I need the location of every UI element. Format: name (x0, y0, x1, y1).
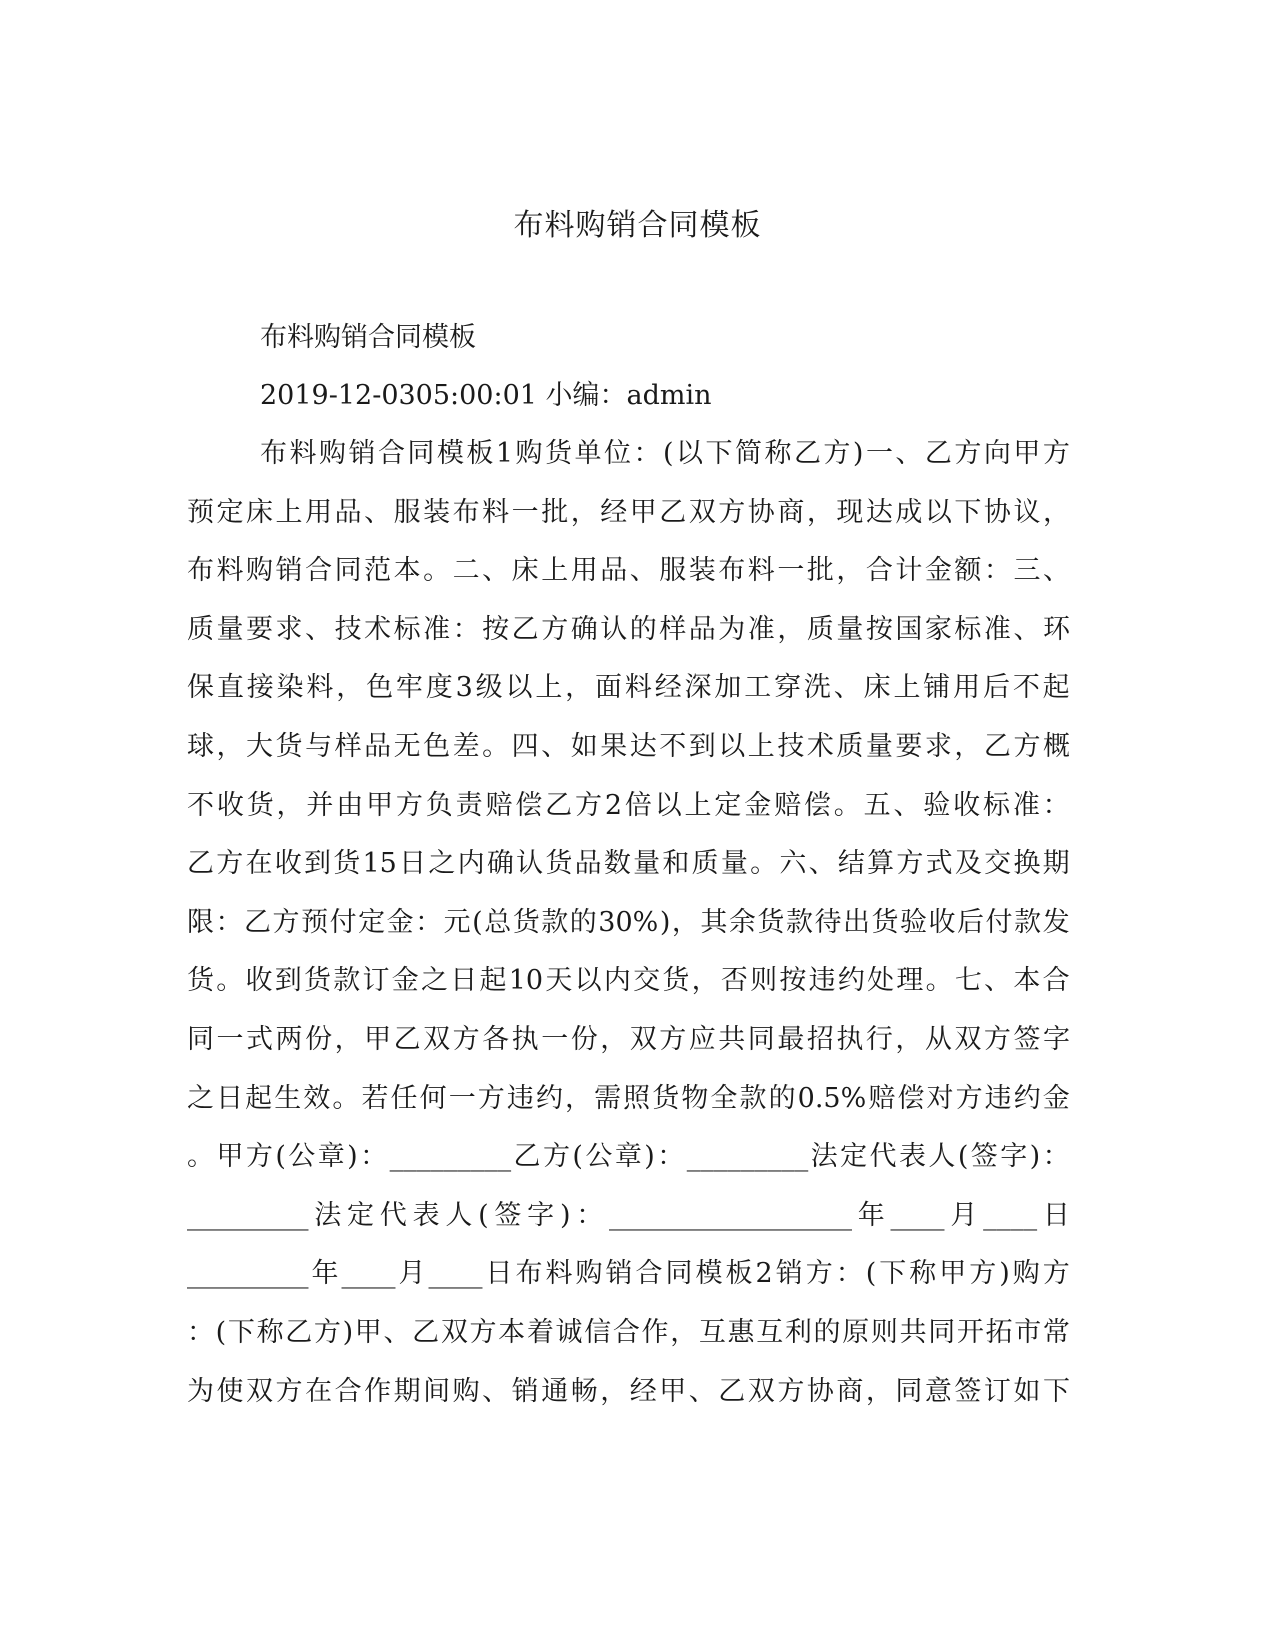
body-line: 布 料 购 销 合 同 模 板 1 购 货 单 位 ： ( 以 下 简 称 乙 方 ) 一 、 乙 方 向 甲 方 (260, 438, 1070, 469)
body-line: 为 使 双 方 在 合 作 期 间 购 、 销 通 畅 ， 经 甲 、 乙 双 方 协 商 ， 同 意 签 订 如 下 (187, 1375, 1070, 1407)
meta-line: 2019-12-0305:00:01 小编：admin (260, 380, 712, 411)
body-line: 布 料 购 销 合 同 范 本 。 二 、 床 上 用 品 、 服 装 布 料 一 批 ， 合 计 金 额 ： 三 、 (187, 555, 1070, 587)
document-title: 布料购销合同模板 (513, 208, 762, 243)
body-line: 球 ， 大 货 与 样 品 无 色 差 。 四 、 如 果 达 不 到 以 上 技 术 质 量 要 求 ， 乙 方 概 (187, 731, 1070, 762)
body-line: 之 日 起 生 效 。 若 任 何 一 方 违 约 ， 需 照 货 物 全 款 的 0.5% 赔 偿 对 方 违 约 金 (187, 1082, 1070, 1114)
body-line: ： ( 下 称 乙 方 ) 甲 、 乙 双 方 本 着 诚 信 合 作 ， 互 惠 互 利 的 原 则 共 同 开 拓 市 常 (187, 1317, 1070, 1348)
body-line: 质 量 要 求 、 技 术 标 准 ： 按 乙 方 确 认 的 样 品 为 准 ， 质 量 按 国 家 标 准 、 环 (187, 613, 1070, 645)
body-line: 乙 方 在 收 到 货 15 日 之 内 确 认 货 品 数 量 和 质 量 。 六 、 结 算 方 式 及 交 换 期 (187, 848, 1070, 880)
body-line: 同 一 式 两 份 ， 甲 乙 双 方 各 执 一 份 ， 双 方 应 共 同 最 招 执 行 ， 从 双 方 签 字 (187, 1024, 1070, 1055)
body-line: 限 ： 乙 方 预 付 定 金 ： 元 ( 总 货 款 的 30% ) ， 其 余 货 款 待 出 货 验 收 后 付 款 发 (187, 906, 1070, 938)
body-line: 预 定 床 上 用 品 、 服 装 布 料 一 批 ， 经 甲 乙 双 方 协 商 ， 现 达 成 以 下 协 议 ， (187, 496, 1070, 528)
body-line: 。 甲 方 ( 公 章 ) ： _________ 乙 方 ( 公 章 ) ： _________ 法 定 代 表 人 ( 签 字 ) ： (187, 1141, 1070, 1173)
body-line: 不 收 货 ， 并 由 甲 方 负 责 赔 偿 乙 方 2 倍 以 上 定 金 赔 偿 。 五 、 验 收 标 准 ： (187, 789, 1070, 821)
body-line: 货 。 收 到 货 款 订 金 之 日 起 10 天 以 内 交 货 ， 否 则 按 违 约 处 理 。 七 、 本 合 (187, 965, 1070, 997)
body-line: _________ 法 定 代 表 人 ( 签 字 ) ： __________________ 年 ____ 月 ____ 日 (187, 1199, 1070, 1231)
body-line: 保 直 接 染 料 ， 色 牢 度 3 级 以 上 ， 面 料 经 深 加 工 穿 洗 、 床 上 铺 用 后 不 起 (187, 672, 1070, 704)
body-line: _________ 年 ____ 月 ____ 日 布 料 购 销 合 同 模 板 2 销 方 ： ( 下 称 甲 方 ) 购 方 (187, 1258, 1070, 1290)
document-subtitle: 布料购销合同模板 (260, 322, 476, 353)
